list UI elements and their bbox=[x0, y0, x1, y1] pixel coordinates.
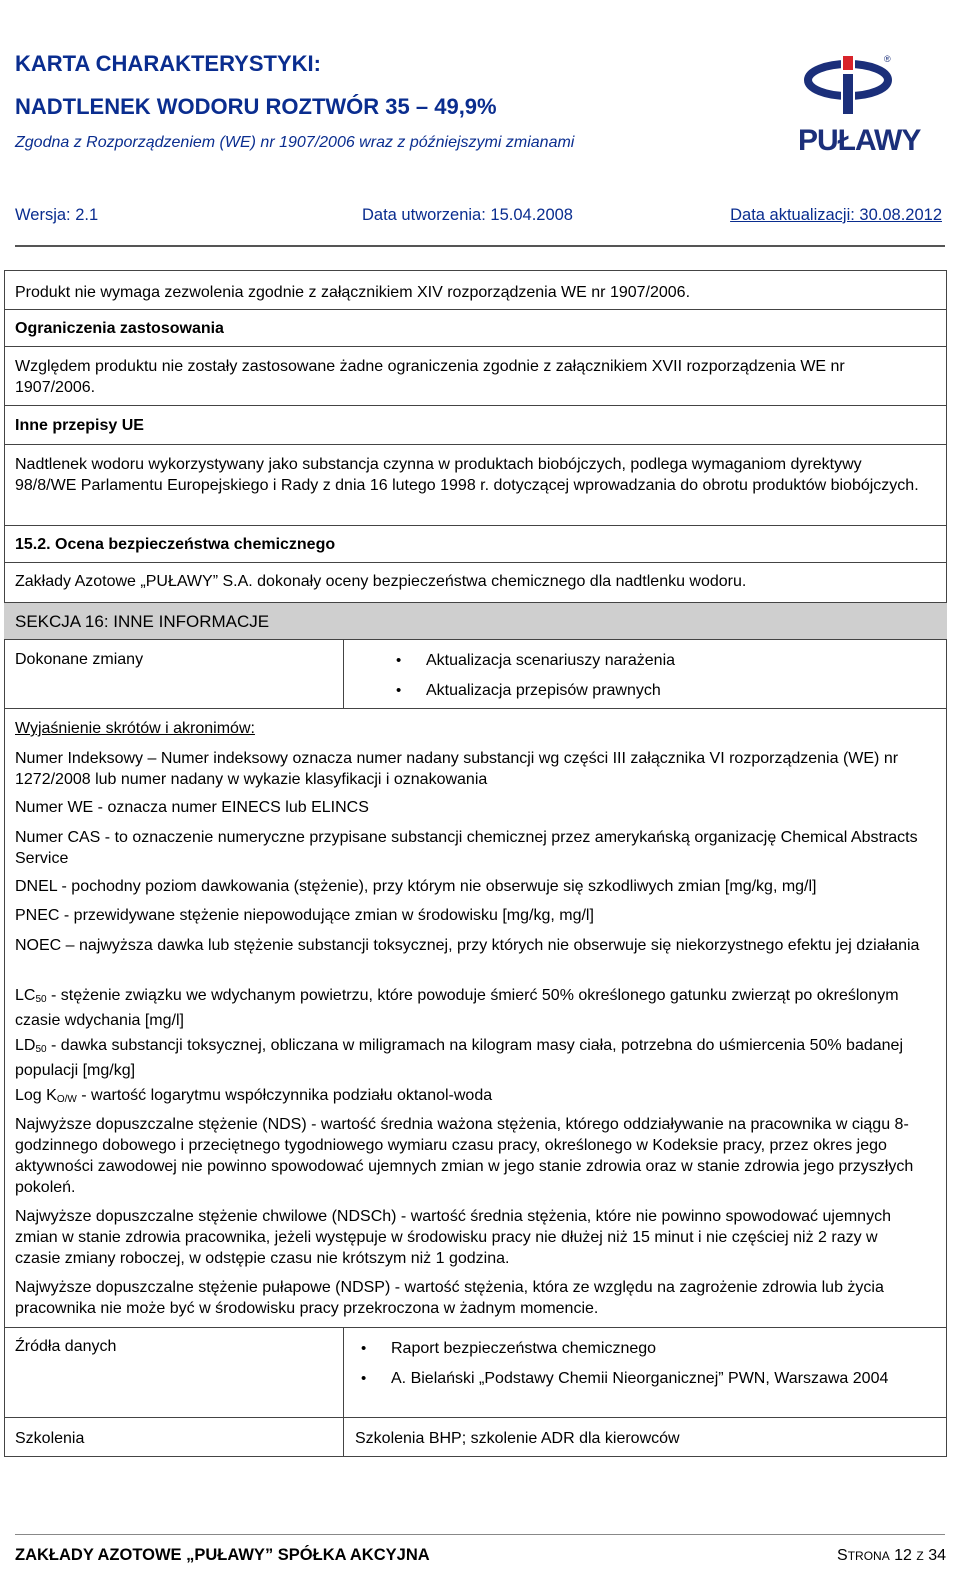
updated-date: Data aktualizacji: 30.08.2012 bbox=[730, 206, 942, 224]
registered-mark: ® bbox=[884, 54, 891, 64]
changes-label: Dokonane zmiany bbox=[15, 651, 144, 668]
page-total: 34 bbox=[928, 1547, 946, 1564]
def-ec-number: Numer WE - oznacza numer EINECS lub ELINCS bbox=[15, 799, 369, 816]
row-divider bbox=[4, 346, 947, 347]
abbreviations-heading: Wyjaśnienie skrótów i akronimów: bbox=[15, 720, 255, 737]
def-noec: NOEC – najwyższa dawka lub stężenie substancji toksycznej, przy których nie obserwuje się niekorzystnego efektu jej działania bbox=[15, 937, 920, 954]
changes-item: • Aktualizacja przepisów prawnych bbox=[426, 680, 661, 701]
trainings-label: Szkolenia bbox=[15, 1430, 85, 1447]
regulation-note: Zgodna z Rozporządzeniem (WE) nr 1907/2006 wraz z późniejszymi zmianami bbox=[15, 134, 575, 151]
lc50-subscript: 50 bbox=[35, 994, 47, 1005]
page-s: S bbox=[837, 1547, 848, 1564]
def-ndsch: Najwyższe dopuszczalne stężenie chwilowe (NDSCh) - wartość średnia stężenia, które nie powinno spowodować ujemnych zmian w stanie zdrowia pracownika, jeżeli występuje w środowisku pracy nie dłużej niż 15 minut i nie częściej niż 2 razy w czasie zmiany roboczej, w odstępie czasu nie krótszym niż 1 godzina. bbox=[15, 1208, 891, 1267]
row-divider bbox=[4, 525, 947, 526]
page-of: Z bbox=[916, 1549, 924, 1563]
def-ld50 bbox=[15, 1035, 925, 1081]
other-eu-text: Nadtlenek wodoru wykorzystywany jako substancja czynna w produktach biobójczych, podlega wymaganiom dyrektywy 98/8/WE Parlamentu Europejskiego i Rady z dnia 16 lutego 1998 r. dotyczącej wprowadzania do obrotu produktów biobójczych. bbox=[15, 456, 919, 494]
safety-assessment-heading: 15.2. Ocena bezpieczeństwa chemicznego bbox=[15, 536, 336, 553]
lc50-text: - stężenie związku we wdychanym powietrzu, które powoduje śmierć 50% określonego gatunku zwierząt po określonym czasie wdychania [mg/l] bbox=[15, 987, 899, 1029]
other-eu-heading: Inne przepisy UE bbox=[15, 417, 144, 434]
ld50-subscript: 50 bbox=[35, 1044, 47, 1055]
ld50-text: - dawka substancji toksycznej, obliczana w miligramach na kilogram masy ciała, potrzebna do uśmiercenia 50% badanej populacji [mg/kg] bbox=[15, 1037, 903, 1079]
restrictions-heading: Ograniczenia zastosowania bbox=[15, 320, 224, 337]
restrictions-text: Względem produktu nie zostały zastosowane żadne ograniczenia zgodnie z załącznikiem XVII rozporządzenia WE nr 1907/2006. bbox=[15, 358, 845, 396]
header-divider bbox=[15, 245, 945, 247]
product-name: NADTLENEK WODORU ROZTWÓR 35 – 49,9% bbox=[15, 94, 497, 119]
def-dnel: DNEL - pochodny poziom dawkowania (stężenie), przy którym nie obserwuje się szkodliwych zmian [mg/kg, mg/l] bbox=[15, 878, 817, 895]
page-number bbox=[837, 1547, 946, 1565]
row-divider bbox=[4, 1417, 947, 1418]
source-item: • A. Bielański „Podstawy Chemii Nieorganicznej” PWN, Warszawa 2004 bbox=[391, 1368, 931, 1389]
document-title: KARTA CHARAKTERYSTYKI: bbox=[15, 51, 321, 76]
def-log-kow bbox=[15, 1085, 925, 1110]
version-label: Wersja: 2.1 bbox=[15, 206, 99, 224]
def-nds: Najwyższe dopuszczalne stężenie (NDS) - wartość średnia ważona stężenia, którego oddziaływanie na pracownika w ciągu 8-godzinnego dobowego i przeciętnego tygodniowego wymiaru czasu pracy, określonego w Kodeksie pracy, przez okres jego aktywności zawodowej nie powinno spowodować ujemnych zmian w jego stanie zdrowia oraz w stanie zdrowia jego przyszłych pokoleń. bbox=[15, 1116, 914, 1196]
row-divider bbox=[4, 405, 947, 406]
safety-assessment-text: Zakłady Azotowe „PUŁAWY” S.A. dokonały oceny bezpieczeństwa chemicznego dla nadtlenku wodoru. bbox=[15, 573, 747, 590]
def-index-number: Numer Indeksowy – Numer indeksowy oznacza numer nadany substancji wg części III załącznika VI rozporządzenia (WE) nr 1272/2008 lub numer nadany w wykazie klasyfikacji i oznakowania bbox=[15, 750, 899, 788]
column-divider bbox=[343, 640, 344, 708]
row-divider bbox=[4, 309, 947, 310]
row-divider bbox=[4, 1327, 947, 1328]
def-cas-number: Numer CAS - to oznaczenie numeryczne przypisane substancji chemicznej przez amerykańską organizację Chemical Abstracts Service bbox=[15, 829, 918, 867]
company-name: ZAKŁADY AZOTOWE „PUŁAWY” SPÓŁKA AKCYJNA bbox=[15, 1546, 430, 1564]
logo-text: PUŁAWY bbox=[798, 124, 921, 157]
ld50-prefix: LD bbox=[15, 1037, 36, 1054]
def-lc50 bbox=[15, 985, 925, 1031]
row-divider bbox=[4, 708, 947, 709]
kow-subscript: O/W bbox=[56, 1094, 77, 1105]
section-16-title: SEKCJA 16: INNE INFORMACJE bbox=[15, 612, 270, 631]
row-divider bbox=[4, 562, 947, 563]
created-date: Data utworzenia: 15.04.2008 bbox=[362, 206, 573, 224]
footer-divider bbox=[15, 1534, 945, 1535]
lc50-prefix: LC bbox=[15, 987, 36, 1004]
row-divider bbox=[4, 444, 947, 445]
def-pnec: PNEC - przewidywane stężenie niepowodujące zmian w środowisku [mg/kg, mg/l] bbox=[15, 907, 594, 924]
page-current: 12 bbox=[894, 1547, 912, 1564]
kow-text: - wartość logarytmu współczynnika podziału oktanol-woda bbox=[76, 1087, 493, 1104]
sources-label: Źródła danych bbox=[15, 1338, 117, 1355]
column-divider bbox=[343, 1327, 344, 1457]
changes-item: • Aktualizacja scenariuszy narażenia bbox=[426, 650, 675, 671]
section-16-header bbox=[4, 602, 947, 640]
kow-prefix: Log K bbox=[15, 1087, 57, 1104]
authorisation-text: Produkt nie wymaga zezwolenia zgodnie z załącznikiem XIV rozporządzenia WE nr 1907/2006. bbox=[15, 284, 691, 301]
trainings-value: Szkolenia BHP; szkolenie ADR dla kierowców bbox=[355, 1430, 680, 1447]
def-ndsp: Najwyższe dopuszczalne stężenie pułapowe (NDSP) - wartość stężenia, która ze względu na zagrożenie zdrowia lub życia pracownika nie może być w środowisku pracy przekroczona w żadnym momencie. bbox=[15, 1279, 884, 1317]
source-item: • Raport bezpieczeństwa chemicznego bbox=[391, 1338, 931, 1359]
page-word: TRONA bbox=[847, 1549, 890, 1563]
